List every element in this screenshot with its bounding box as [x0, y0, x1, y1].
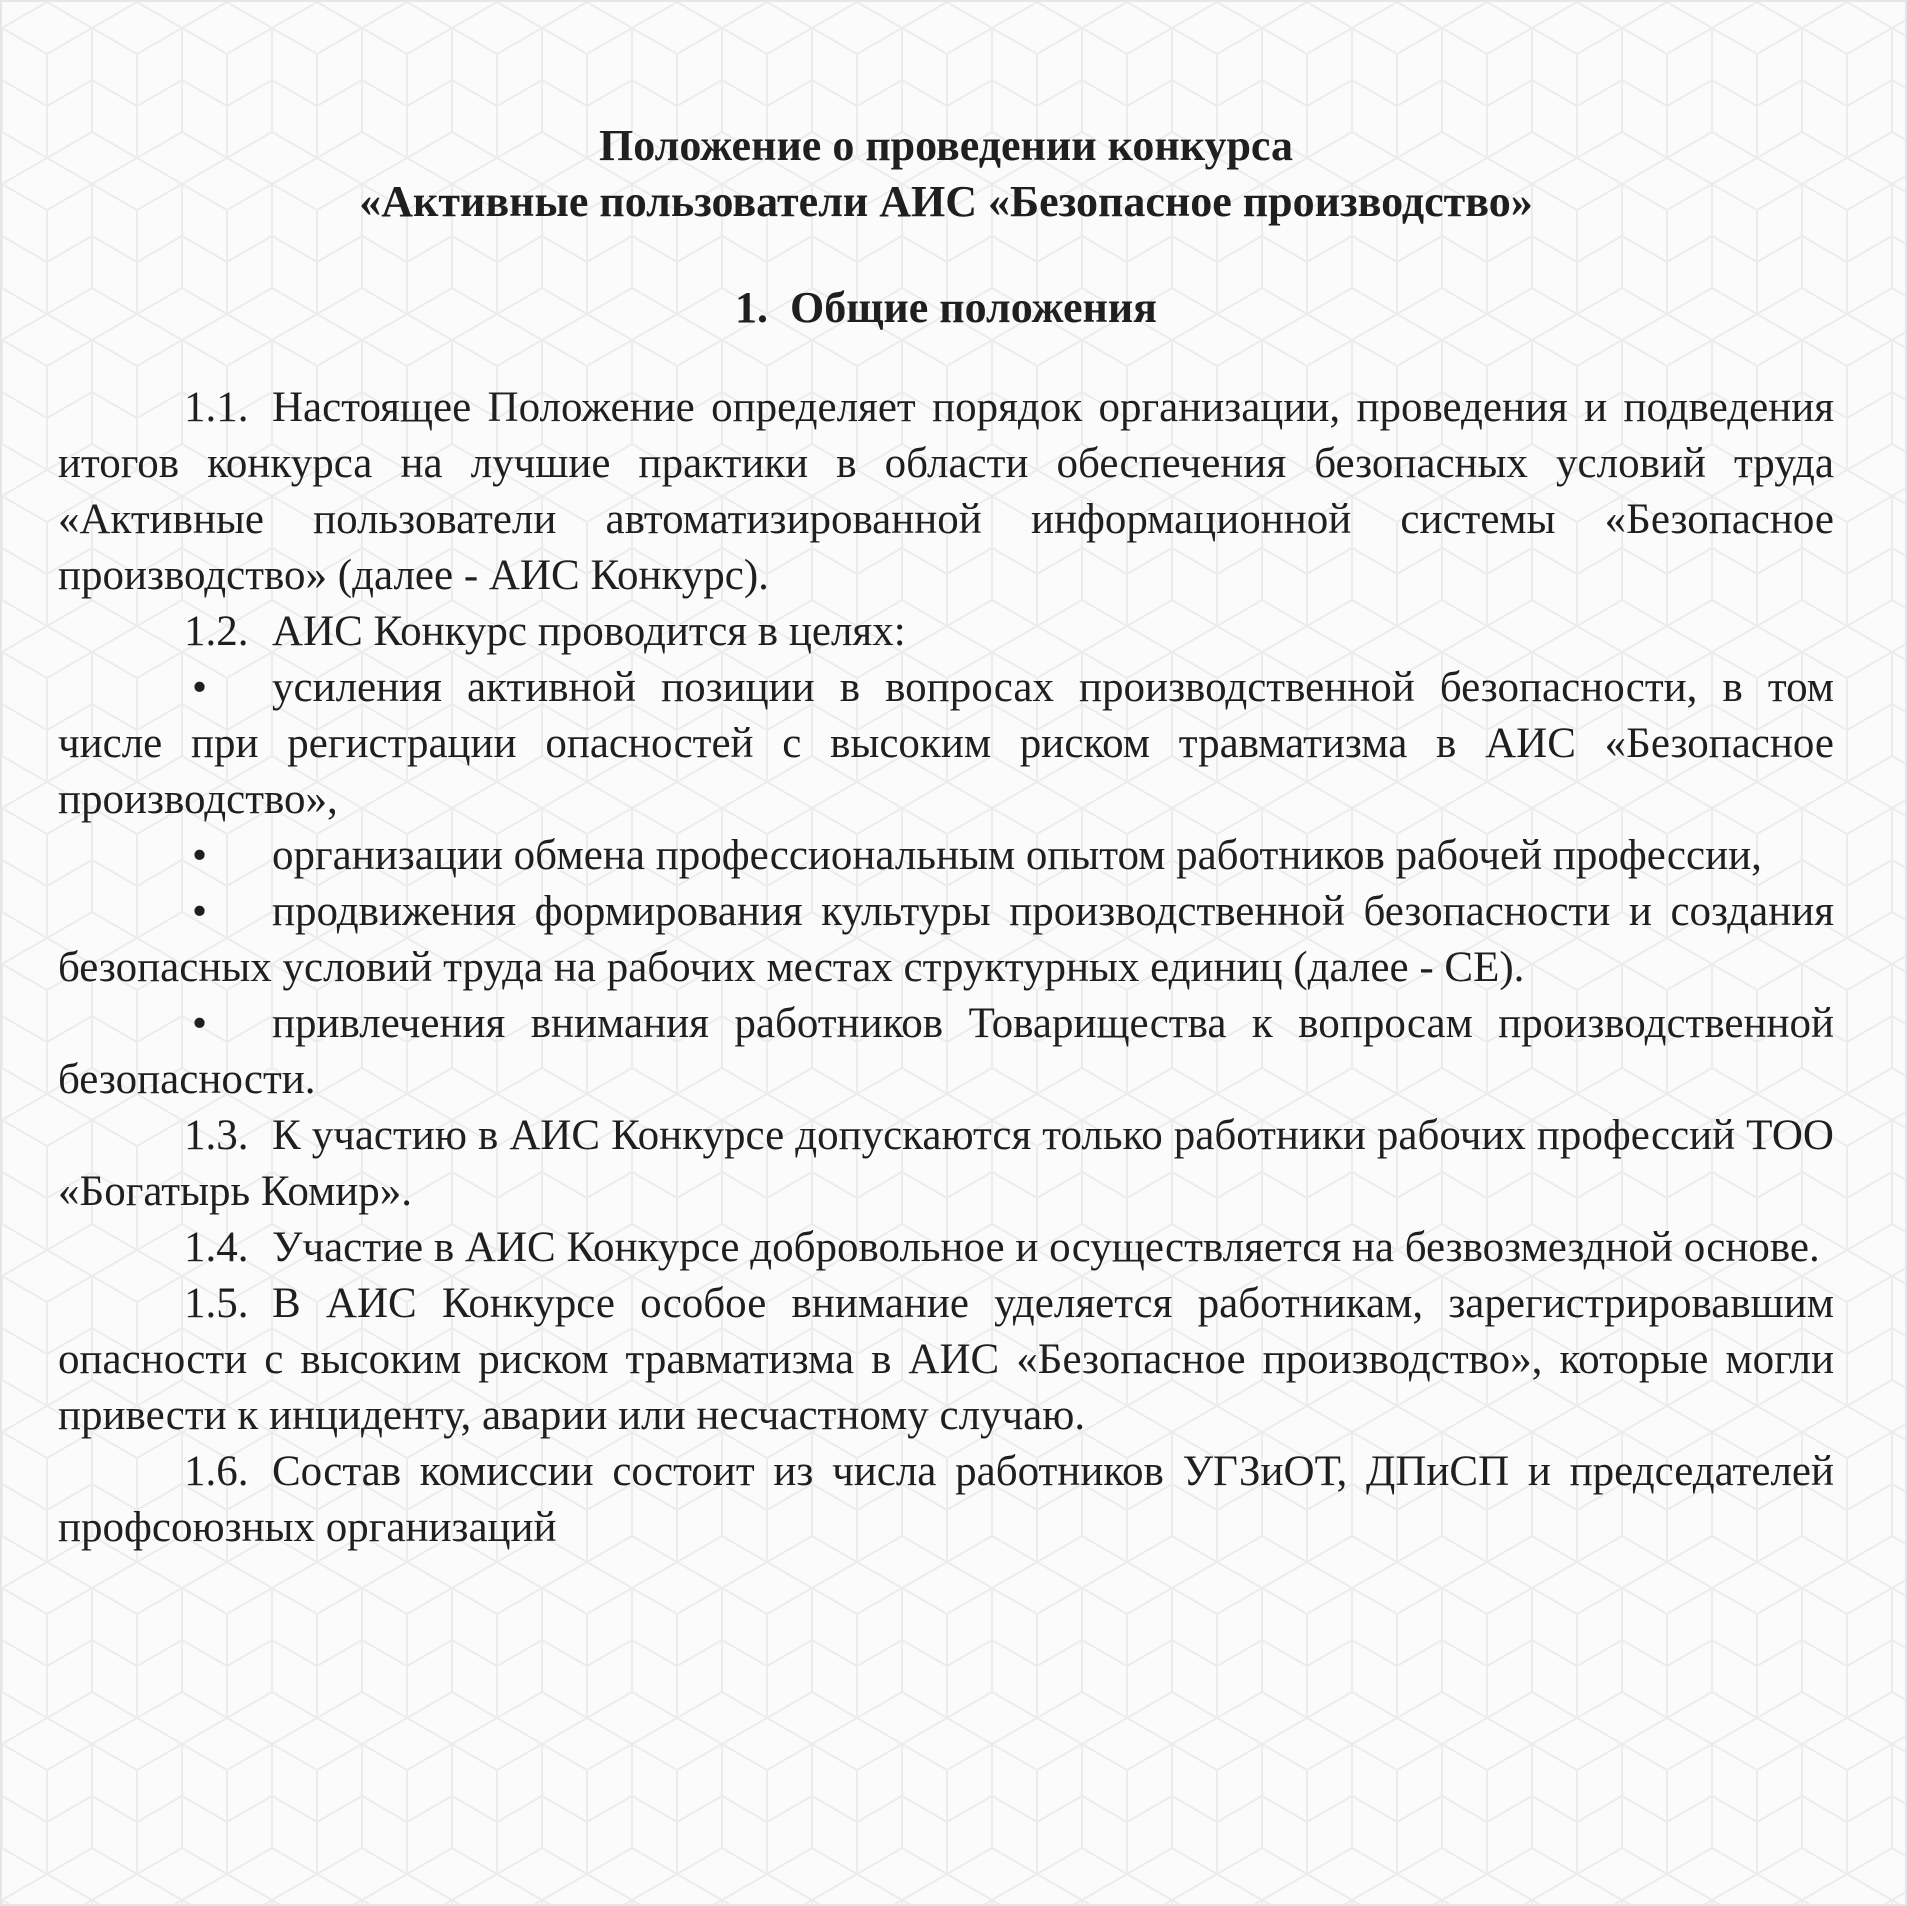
bullet-icon: •: [192, 832, 208, 879]
paragraph-text: Настоящее Положение определяет порядок организации, проведения и подведения итогов конкурса на лучшие практики в области обеспечения безопасных условий труда «Активные пользователи автоматизированной информационной системы «Безопасное производство» (далее - АИС Конкурс).: [58, 384, 1834, 599]
paragraph-1-6: [58, 1444, 1834, 1556]
bullet-text: организации обмена профессиональным опытом работников рабочей профессии,: [272, 832, 1762, 879]
section-title: Общие положения: [790, 283, 1157, 332]
paragraph-label: 1.4.: [184, 1224, 249, 1271]
paragraph-text: В АИС Конкурсе особое внимание уделяется работникам, зарегистрировавшим опасности с высоким риском травматизма в АИС «Безопасное производство», которые могли привести к инциденту, аварии или несчастному случаю.: [58, 1280, 1834, 1439]
document-content: [58, 102, 1834, 1556]
paragraph-label: 1.2.: [184, 608, 249, 655]
bullet-item-1: [58, 660, 1834, 828]
paragraph-label: 1.1.: [184, 384, 249, 431]
paragraph-1-1: [58, 380, 1834, 604]
bullet-item-4: [58, 996, 1834, 1108]
paragraph-label: 1.5.: [184, 1280, 249, 1327]
section-number: 1.: [735, 283, 768, 332]
bullet-text: привлечения внимания работников Товарищества к вопросам производственной безопасности.: [58, 1000, 1834, 1103]
bullet-text: усиления активной позиции в вопросах производственной безопасности, в том числе при регистрации опасностей с высоким риском травматизма в АИС «Безопасное производство»,: [58, 664, 1834, 823]
bullet-text: продвижения формирования культуры производственной безопасности и создания безопасных условий труда на рабочих местах структурных единиц (далее - СЕ).: [58, 888, 1834, 991]
paragraph-text: К участию в АИС Конкурсе допускаются только работники рабочих профессий ТОО «Богатырь Комир».: [58, 1112, 1834, 1215]
bullet-item-2: [58, 828, 1834, 884]
paragraph-text: Участие в АИС Конкурсе добровольное и осуществляется на безвозмездной основе.: [272, 1224, 1820, 1271]
bullet-item-3: [58, 884, 1834, 996]
paragraph-1-2: [58, 604, 1834, 660]
paragraph-label: 1.6.: [184, 1448, 249, 1495]
bullet-icon: •: [192, 1000, 208, 1047]
paragraph-text: АИС Конкурс проводится в целях:: [272, 608, 906, 655]
paragraph-1-5: [58, 1276, 1834, 1444]
bullet-icon: •: [192, 664, 208, 711]
paragraph-label: 1.3.: [184, 1112, 249, 1159]
paragraph-1-4: [58, 1220, 1834, 1276]
document-title: [58, 118, 1834, 230]
paragraph-text: Состав комиссии состоит из числа работников УГЗиОТ, ДПиСП и председателей профсоюзных организаций: [58, 1448, 1834, 1551]
title-line-2: «Активные пользователи АИС «Безопасное производство»: [359, 177, 1533, 226]
bullet-icon: •: [192, 888, 208, 935]
title-line-1: Положение о проведении конкурса: [599, 121, 1293, 170]
section-heading: [58, 280, 1834, 336]
paragraph-1-3: [58, 1108, 1834, 1220]
